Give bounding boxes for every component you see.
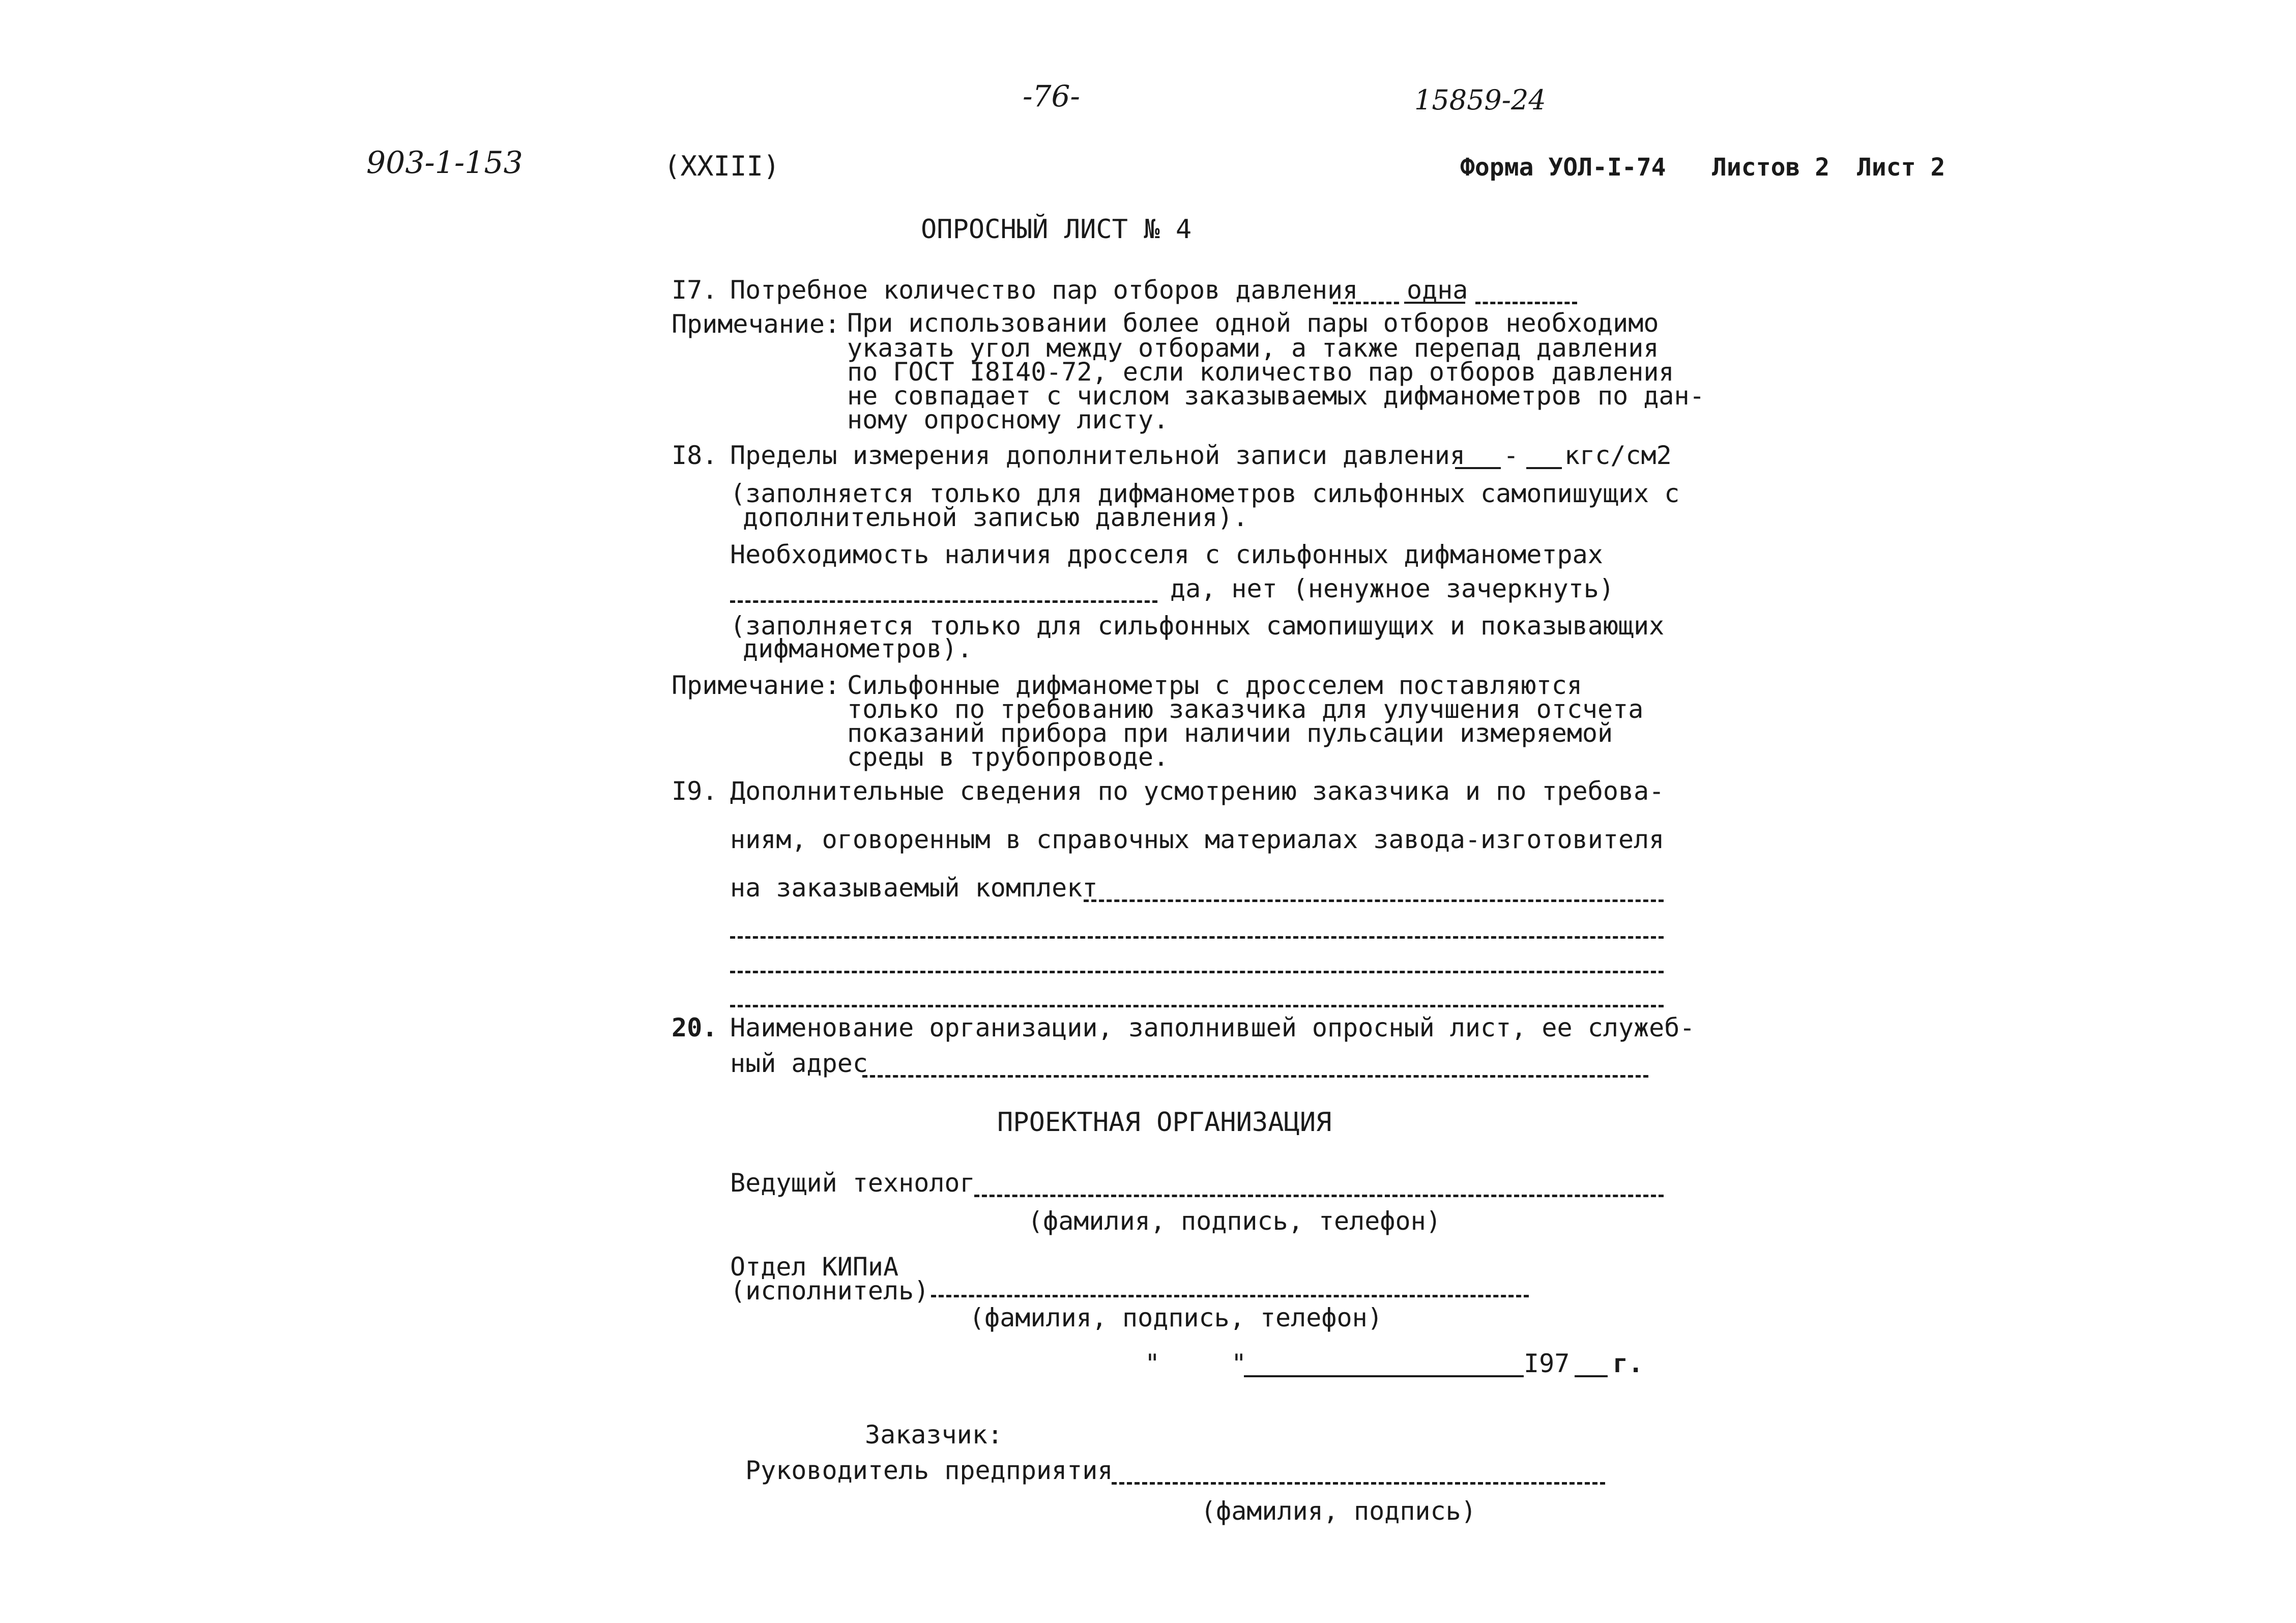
item-20-line: Наименование организации, заполнившей опросный лист, ее служеб- bbox=[730, 1013, 1695, 1042]
throttle-blank bbox=[730, 600, 1157, 603]
kip-department-label: Отдел КИПиА bbox=[730, 1252, 899, 1282]
note-2-line: только по требованию заказчика для улучшения отсчета bbox=[847, 694, 1644, 724]
year-blank bbox=[1575, 1375, 1608, 1377]
item-19-line: ниям, оговоренным в справочных материалах завода-изготовителя bbox=[730, 825, 1665, 854]
item-18-label: Пределы измерения дополнительной записи давления bbox=[730, 441, 1465, 470]
note-2-line: Сильфонные дифманометры с дросселем поставляются bbox=[847, 671, 1582, 700]
item-18-unit: кгс/см2 bbox=[1564, 441, 1672, 470]
date-blank bbox=[1244, 1375, 1524, 1377]
fio-phone-caption: (фамилия, подпись, телефон) bbox=[1028, 1206, 1441, 1236]
item-17-value: одна bbox=[1407, 275, 1468, 305]
section-mark: (XXIII) bbox=[664, 150, 780, 182]
org-heading: ПРОЕКТНАЯ ОРГАНИЗАЦИЯ bbox=[997, 1107, 1332, 1138]
note-2-line: среды в трубопроводе. bbox=[847, 742, 1169, 772]
note-1-line: по ГОСТ I8I40-72, если количество пар отборов давления bbox=[847, 357, 1674, 387]
item-19-number: I9. bbox=[672, 776, 718, 806]
item-20-line: ный адрес bbox=[730, 1049, 868, 1078]
date-quote-close: " bbox=[1231, 1349, 1247, 1378]
form-title: ОПРОСНЫЙ ЛИСТ № 4 bbox=[921, 214, 1192, 245]
item-17-label: Потребное количество пар отборов давления bbox=[730, 275, 1358, 305]
note-1-line: ному опросному листу. bbox=[847, 405, 1169, 434]
director-blank bbox=[1112, 1482, 1605, 1485]
sheets-total: Листов 2 bbox=[1712, 153, 1830, 182]
item-19-line: на заказываемый комплект bbox=[730, 873, 1098, 903]
item-17-value-underline bbox=[1404, 302, 1465, 304]
item-19-blank bbox=[730, 936, 1664, 939]
year-prefix: I97 bbox=[1524, 1349, 1570, 1378]
item-19-blank bbox=[730, 1005, 1664, 1007]
item-20-number: 20. bbox=[672, 1013, 718, 1042]
item-18-comment: дополнительной записью давления). bbox=[743, 503, 1248, 532]
lead-technologist-label: Ведущий технолог bbox=[730, 1168, 975, 1198]
fio-phone-caption: (фамилия, подпись, телефон) bbox=[969, 1303, 1383, 1332]
project-code: 903-1-153 bbox=[366, 145, 523, 181]
note-1-label: Примечание: bbox=[672, 309, 840, 339]
throttle-comment: (заполняется только для сильфонных самопишущих и показывающих bbox=[730, 611, 1665, 641]
item-18-comment: (заполняется только для дифманометров сильфонных самопишущих с bbox=[730, 479, 1680, 508]
throttle-options: да, нет (ненужное зачеркнуть) bbox=[1170, 574, 1614, 603]
note-1-line: не совпадает с числом заказываемых дифманометров по дан- bbox=[847, 381, 1705, 411]
executor-label: (исполнитель) bbox=[730, 1276, 929, 1306]
item-17-number: I7. bbox=[672, 275, 718, 305]
year-suffix: г. bbox=[1613, 1349, 1644, 1378]
director-label: Руководитель предприятия bbox=[745, 1456, 1113, 1485]
sheet-number: Лист 2 bbox=[1857, 153, 1945, 182]
kip-blank bbox=[931, 1295, 1529, 1297]
document-code: 15859-24 bbox=[1414, 84, 1546, 116]
note-1-line: указать угол между отборами, а также перепад давления bbox=[847, 333, 1659, 363]
item-17-blank-right bbox=[1475, 302, 1577, 304]
item-18-blank-right bbox=[1526, 467, 1562, 469]
item-20-blank bbox=[862, 1075, 1648, 1078]
item-19-blank bbox=[1084, 900, 1664, 902]
note-2-line: показаний прибора при наличии пульсации измеряемой bbox=[847, 718, 1613, 748]
item-18-number: I8. bbox=[672, 441, 718, 470]
fio-sign-caption: (фамилия, подпись) bbox=[1201, 1496, 1476, 1526]
throttle-comment: дифманометров). bbox=[743, 634, 973, 663]
item-18-blank-left bbox=[1455, 467, 1501, 469]
lead-technologist-blank bbox=[974, 1195, 1664, 1197]
date-quote-open: " bbox=[1145, 1349, 1160, 1378]
note-2-label: Примечание: bbox=[672, 671, 840, 700]
item-19-line: Дополнительные сведения по усмотрению заказчика и по требова- bbox=[730, 776, 1665, 806]
item-17-blank-left bbox=[1333, 302, 1399, 304]
page-number: -76- bbox=[1023, 79, 1080, 113]
item-18-value: - bbox=[1503, 441, 1519, 470]
customer-label: Заказчик: bbox=[865, 1420, 1003, 1450]
item-19-blank bbox=[730, 971, 1664, 973]
throttle-label: Необходимость наличия дросселя с сильфонных дифманометрах bbox=[730, 540, 1603, 569]
form-code: Форма УОЛ-I-74 bbox=[1460, 153, 1666, 182]
note-1-line: При использовании более одной пары отборов необходимо bbox=[847, 308, 1659, 338]
